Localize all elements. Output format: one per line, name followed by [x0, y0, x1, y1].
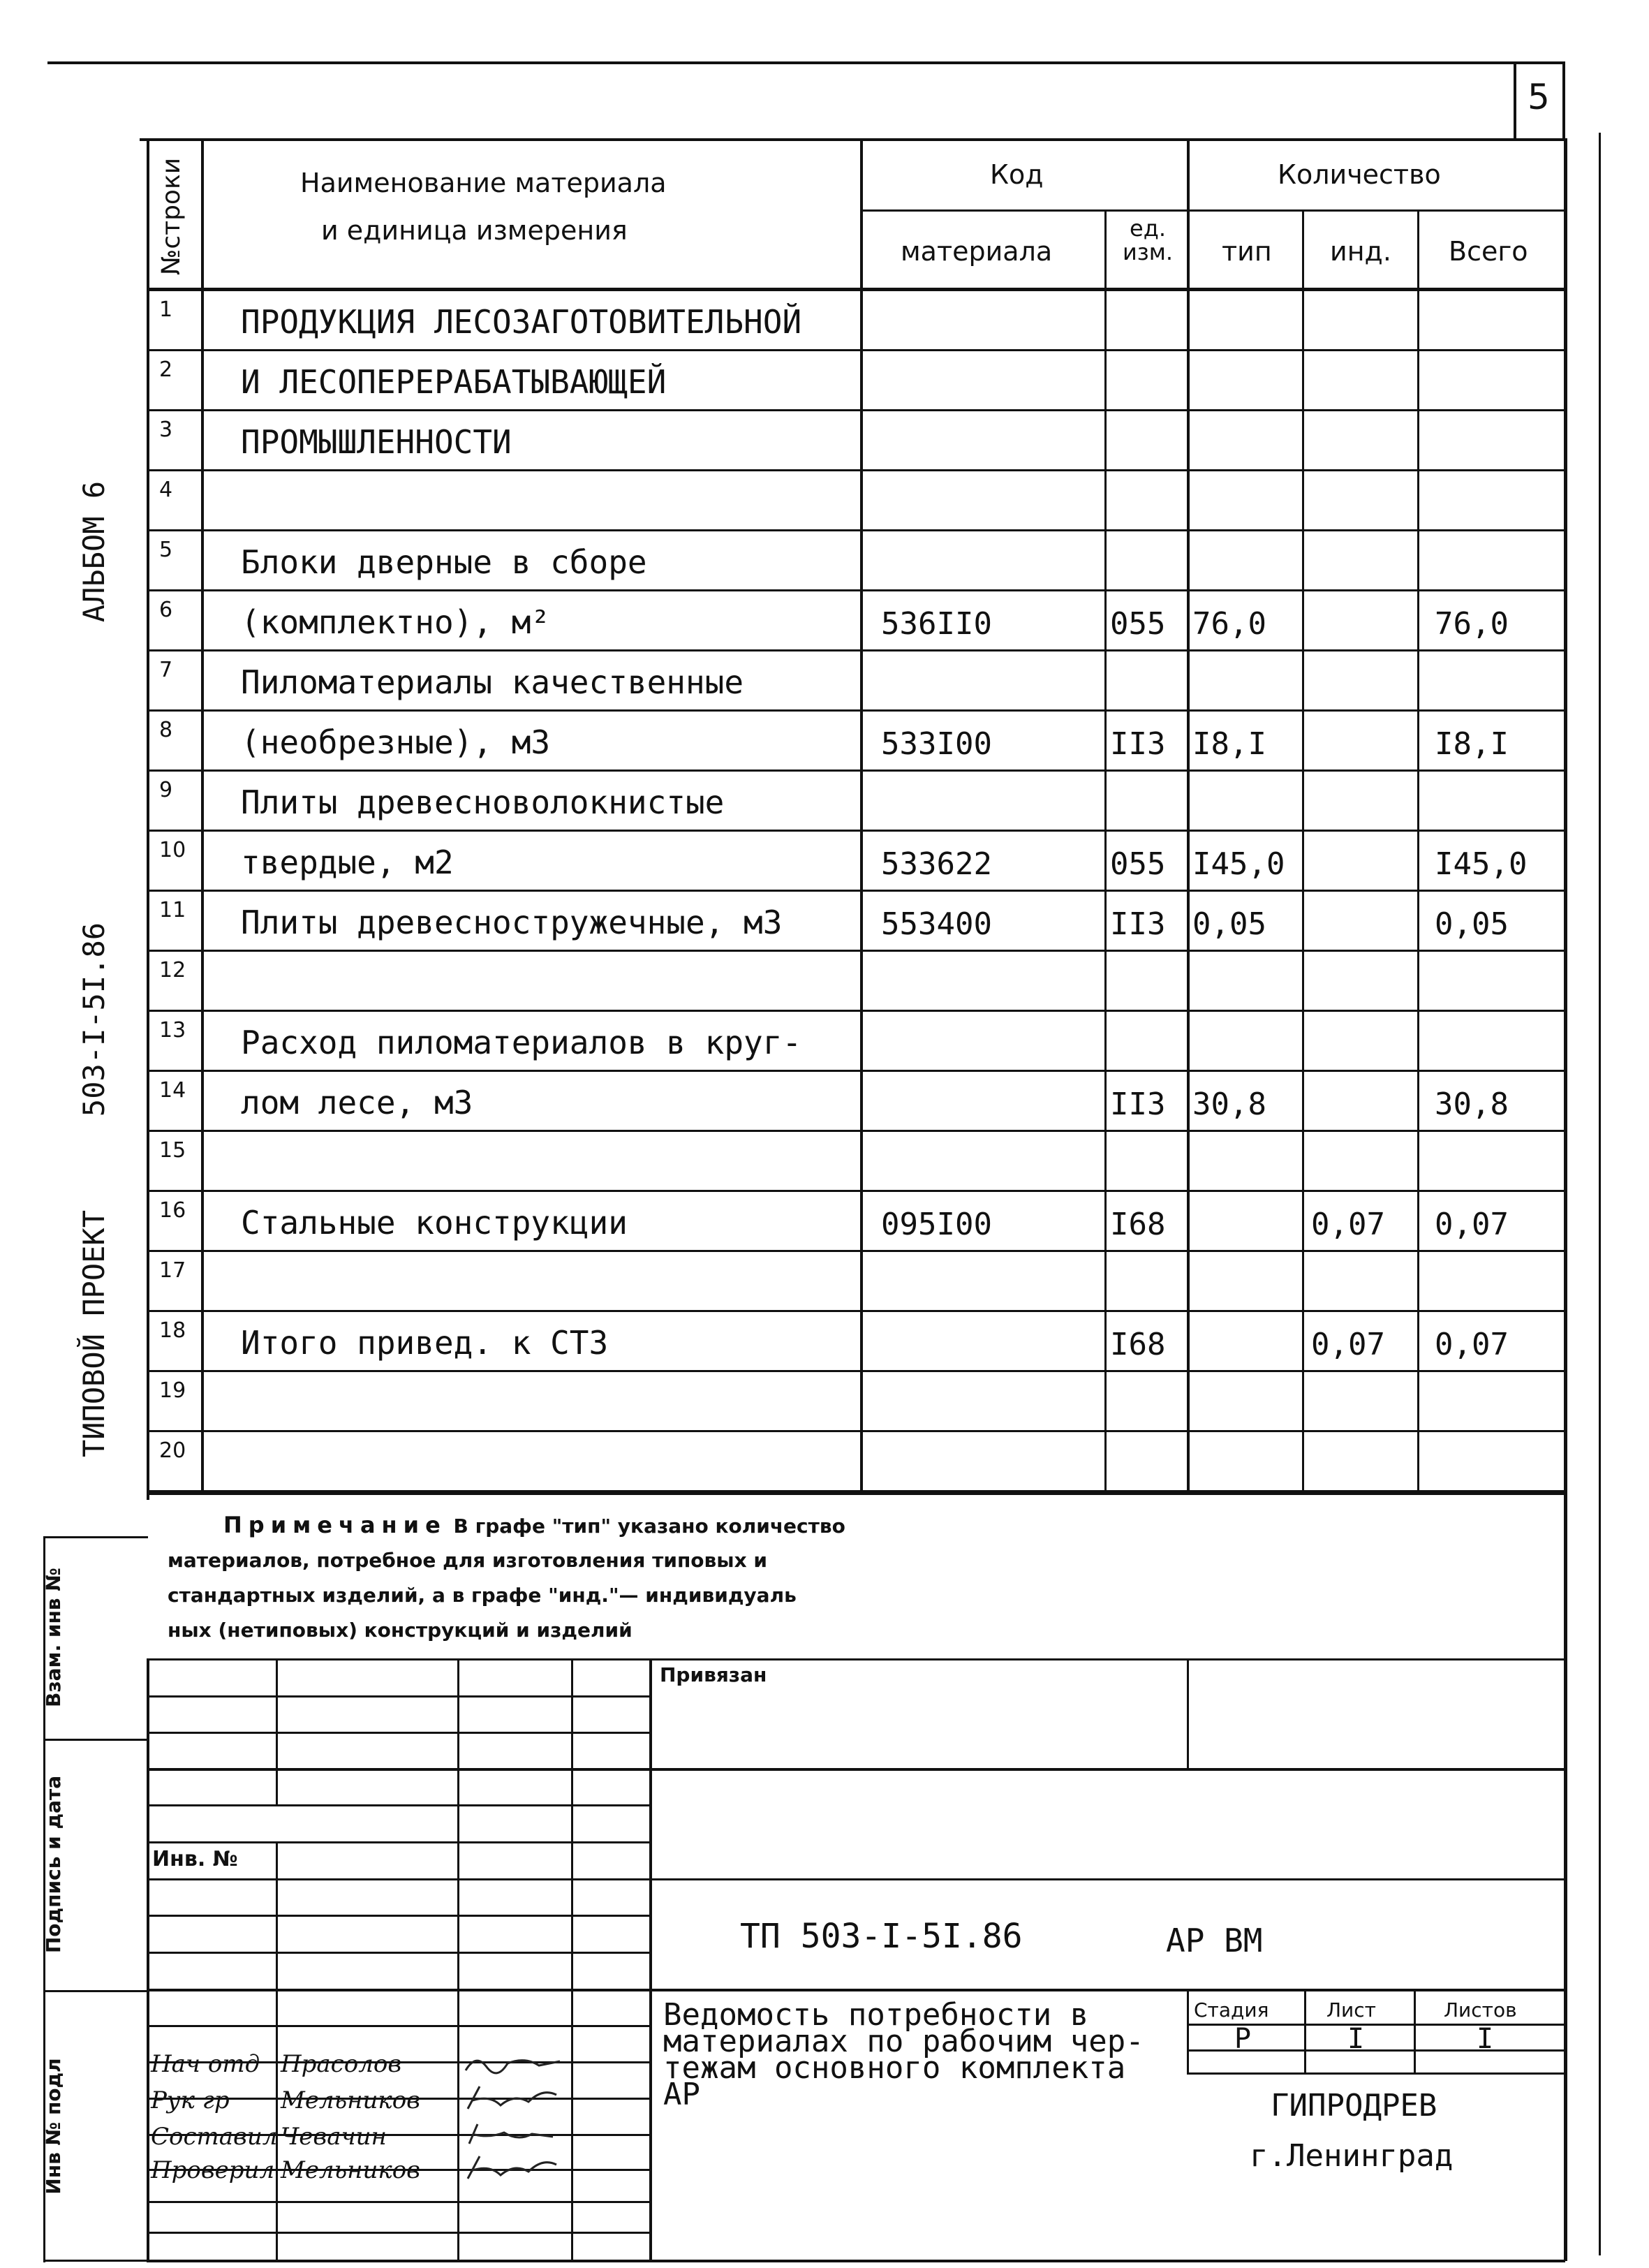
cell-code: 095I00	[881, 1207, 992, 1242]
header-name-line2: и единица измерения	[321, 215, 628, 246]
header-material: материала	[901, 236, 1053, 267]
material-name: Плиты древесностружечные, м3	[241, 904, 783, 941]
material-name: Расход пиломатериалов в круг-	[241, 1024, 802, 1061]
margin-vzam: Взам. инв №	[42, 1568, 65, 1707]
cell-total: 76,0	[1435, 606, 1509, 642]
city: г.Ленинград	[1250, 2138, 1454, 2174]
material-name: Стальные конструкции	[241, 1204, 628, 1242]
doc-title-4: АР	[663, 2077, 700, 2112]
row-number: 3	[159, 418, 173, 442]
cell-ind: 0,07	[1311, 1327, 1385, 1362]
cell-total: 0,07	[1435, 1327, 1509, 1362]
person-4: Мельников	[281, 2156, 420, 2184]
row-number: 13	[159, 1018, 186, 1043]
doc-title-1: Ведомость потребности в	[663, 1997, 1089, 2033]
header-name-line1: Наименование материала	[300, 168, 667, 198]
cell-type: 0,05	[1192, 906, 1266, 942]
cell-total: I45,0	[1435, 846, 1528, 882]
row-number: 10	[159, 838, 186, 862]
side-project-type: ТИПОВОЙ ПРОЕКТ	[77, 1210, 111, 1458]
material-name: Пиломатериалы качественные	[241, 663, 744, 701]
page-number: 5	[1528, 77, 1550, 117]
material-name: Блоки дверные в сборе	[241, 543, 647, 581]
header-total: Всего	[1449, 236, 1528, 267]
header-row-number: №строки	[157, 157, 186, 276]
signature-4	[462, 2151, 567, 2186]
cell-code: 533622	[881, 846, 992, 882]
cell-total: 30,8	[1435, 1087, 1509, 1122]
material-name: (комплектно), м²	[241, 603, 551, 641]
cell-type: I45,0	[1192, 846, 1285, 882]
row-number: 2	[159, 358, 173, 382]
note-line1	[223, 1512, 845, 1538]
row-number: 18	[159, 1318, 186, 1343]
row-number: 11	[159, 898, 186, 922]
doc-title-2: материалах по рабочим чер-	[663, 2024, 1144, 2059]
cell-unit: I68	[1110, 1327, 1166, 1362]
header-code: Код	[990, 159, 1044, 190]
material-name: ПРОМЫШЛЕННОСТИ	[241, 423, 512, 461]
row-number: 16	[159, 1198, 186, 1223]
header-type: тип	[1222, 236, 1272, 267]
doc-title-3: тежам основного комплекта	[663, 2050, 1126, 2086]
cell-unit: 055	[1110, 606, 1166, 642]
row-number: 12	[159, 958, 186, 982]
privyazan-label: Привязан	[660, 1663, 767, 1686]
header-ind: инд.	[1330, 236, 1391, 267]
note-label: Примечание	[223, 1512, 447, 1538]
header-unit: ед. изм.	[1122, 215, 1174, 265]
row-number: 14	[159, 1078, 186, 1103]
note-line2: материалов, потребное для изготовления типовых и	[168, 1549, 767, 1572]
material-name: Итого привед. к СТЗ	[241, 1324, 609, 1362]
cell-total: 0,05	[1435, 906, 1509, 942]
doc-code: ТП 503-I-5I.86	[740, 1917, 1023, 1956]
cell-unit: II3	[1110, 726, 1166, 762]
material-name: (необрезные), м3	[241, 723, 551, 761]
signature-3	[462, 2117, 567, 2152]
row-number: 9	[159, 778, 173, 802]
inv-no-label: Инв. №	[152, 1847, 238, 1871]
stage-label: Стадия	[1194, 1998, 1269, 2022]
role-1: Нач отд	[151, 2050, 260, 2078]
row-number: 5	[159, 538, 173, 562]
row-number: 8	[159, 718, 173, 742]
cell-type: 30,8	[1192, 1087, 1266, 1122]
margin-inv-podl: Инв № подл	[42, 2058, 65, 2195]
role-4: Проверил	[151, 2156, 275, 2184]
cell-code: 533I00	[881, 726, 992, 762]
signature-1	[462, 2046, 567, 2081]
signature-2	[462, 2081, 567, 2116]
cell-type: 76,0	[1192, 606, 1266, 642]
cell-unit: I68	[1110, 1207, 1166, 1242]
note-line3: стандартных изделий, а в графе "инд."— индивидуаль	[168, 1584, 797, 1607]
material-name: ПРОДУКЦИЯ ЛЕСОЗАГОТОВИТЕЛЬНОЙ	[241, 303, 802, 341]
role-2: Рук гр	[151, 2086, 230, 2114]
person-2: Мельников	[281, 2086, 420, 2114]
note-line4: ных (нетиповых) конструкций и изделий	[168, 1619, 633, 1642]
sheets-value: I	[1477, 2023, 1494, 2055]
cell-total: I8,I	[1435, 726, 1509, 762]
margin-podpis: Подпись и дата	[42, 1775, 65, 1954]
cell-total: 0,07	[1435, 1207, 1509, 1242]
person-3: Чевачин	[281, 2123, 387, 2151]
cell-unit: II3	[1110, 1087, 1166, 1122]
role-3: Составил	[151, 2123, 278, 2151]
cell-type: I8,I	[1192, 726, 1266, 762]
stage-value: Р	[1234, 2023, 1252, 2055]
side-album: АЛЬБОМ 6	[77, 480, 111, 623]
organization: ГИПРОДРЕВ	[1271, 2088, 1437, 2123]
material-name: лом лесе, м3	[241, 1084, 473, 1121]
cell-ind: 0,07	[1311, 1207, 1385, 1242]
row-number: 6	[159, 598, 173, 622]
cell-unit: 055	[1110, 846, 1166, 882]
material-name: Плиты древесноволокнистые	[241, 783, 725, 821]
side-project-code: 503-I-5I.86	[77, 922, 111, 1117]
row-number: 19	[159, 1378, 186, 1403]
row-number: 4	[159, 478, 173, 502]
doc-suffix: АР ВМ	[1166, 1922, 1263, 1959]
sheet-value: I	[1347, 2023, 1365, 2055]
person-1: Прасолов	[281, 2050, 402, 2078]
row-number: 15	[159, 1138, 186, 1163]
header-quantity: Количество	[1278, 159, 1441, 190]
cell-code: 553400	[881, 906, 992, 942]
note-text-1: В графе "тип" указано количество	[453, 1515, 845, 1538]
cell-code: 536II0	[881, 606, 992, 642]
material-name: И ЛЕСОПЕРЕРАБАТЫВАЮЩЕЙ	[241, 363, 667, 401]
sheet-label: Лист	[1326, 1998, 1376, 2022]
row-number: 7	[159, 658, 173, 682]
sheets-label: Листов	[1444, 1998, 1517, 2022]
row-number: 20	[159, 1438, 186, 1463]
row-number: 1	[159, 297, 173, 322]
row-number: 17	[159, 1258, 186, 1283]
cell-unit: II3	[1110, 906, 1166, 942]
material-name: твердые, м2	[241, 844, 454, 881]
